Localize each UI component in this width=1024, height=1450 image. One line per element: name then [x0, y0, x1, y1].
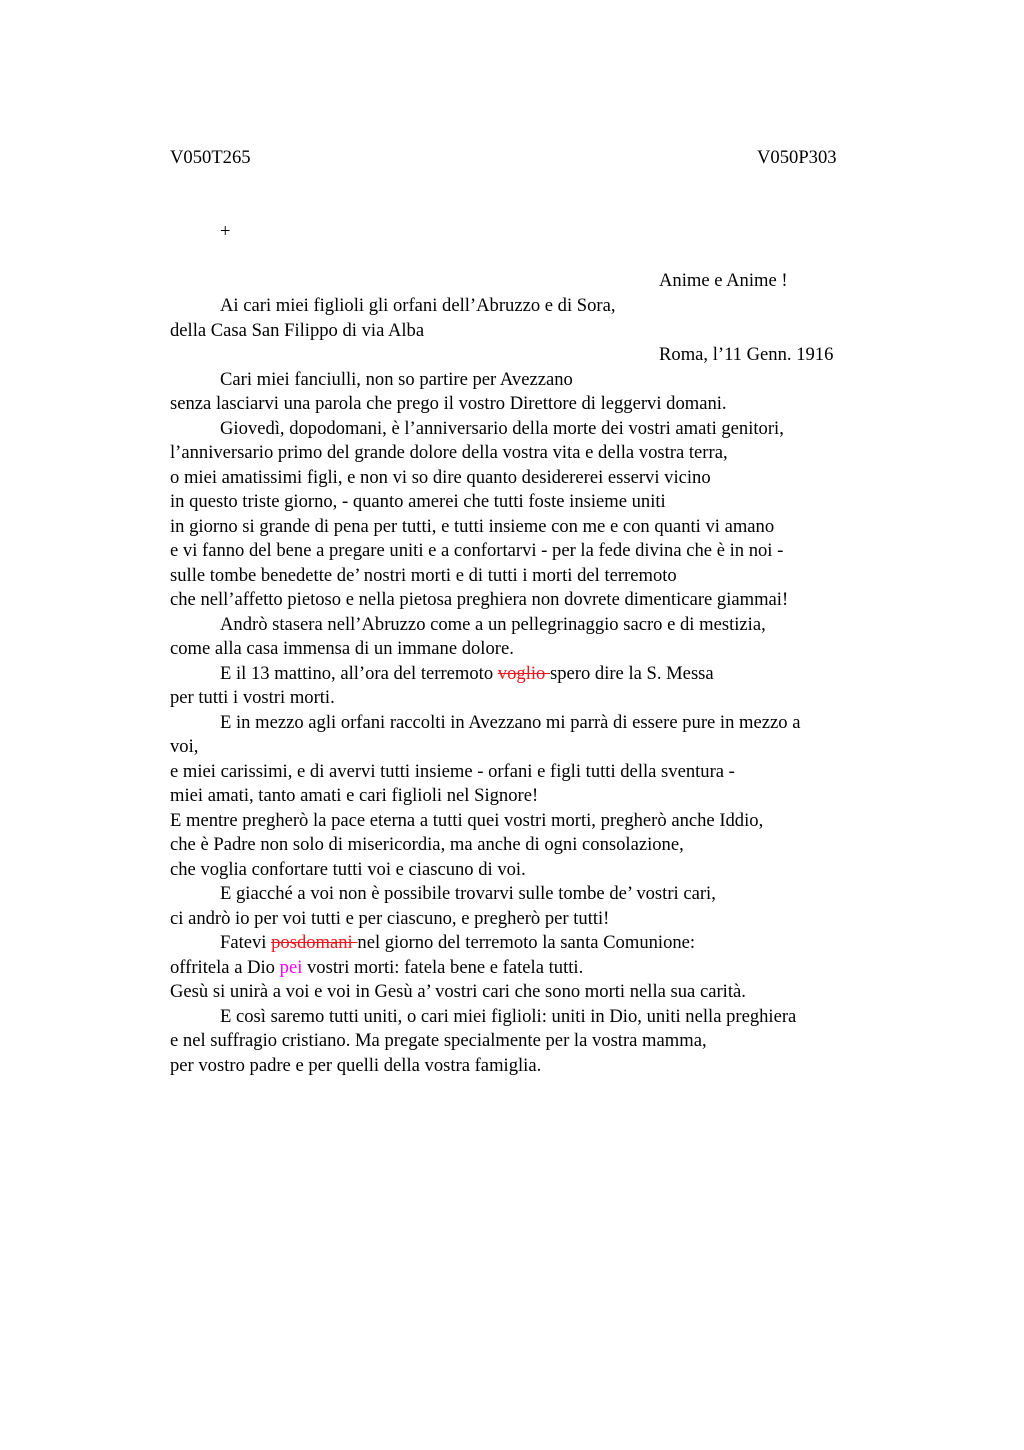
- deleted-word: posdomani: [271, 932, 358, 953]
- reference-code-right: V050P303: [757, 147, 837, 168]
- text-line: Giovedì, dopodomani, è l’anniversario della morte dei vostri amati genitori,: [220, 417, 784, 439]
- text-line: e nel suffragio cristiano. Ma pregate specialmente per la vostra mamma,: [170, 1030, 707, 1051]
- text-line: in questo triste giorno, - quanto amerei che tutti foste insieme uniti: [170, 491, 666, 512]
- text-line: che nell’affetto pietoso e nella pietosa preghiera non dovrete dimenticare giammai!: [170, 589, 789, 610]
- text-line: senza lasciarvi una parola che prego il vostro Direttore di leggervi domani.: [170, 393, 727, 414]
- text-line: voi,: [170, 736, 199, 757]
- text-segment: offritela a Dio: [170, 956, 280, 978]
- text-line: come alla casa immensa di un immane dolore.: [170, 638, 514, 659]
- text-line: Andrò stasera nell’Abruzzo come a un pellegrinaggio sacro e di mestizia,: [220, 613, 766, 635]
- text-line: per tutti i vostri morti.: [170, 687, 335, 708]
- text-line: che è Padre non solo di misericordia, ma anche di ogni consolazione,: [170, 834, 684, 855]
- address-line: Ai cari miei figlioli gli orfani dell’Abruzzo e di Sora,: [220, 295, 616, 316]
- text-line: e miei carissimi, e di avervi tutti insieme - orfani e figli tutti della sventura -: [170, 760, 735, 782]
- text-line: E in mezzo agli orfani raccolti in Avezzano mi parrà di essere pure in mezzo a: [220, 711, 801, 733]
- text-line: per vostro padre e per quelli della vostra famiglia.: [170, 1054, 542, 1076]
- cross-mark: +: [220, 221, 231, 242]
- text-segment: spero dire la S. Messa: [549, 662, 714, 684]
- text-segment: Fatevi: [220, 932, 272, 953]
- blank-line: [170, 343, 890, 368]
- text-line: miei amati, tanto amati e cari figlioli nel Signore!: [170, 785, 539, 806]
- text-segment: E il 13 mattino, all’ora del terremoto: [220, 662, 498, 684]
- text-segment: vostri morti: fatela bene e fatela tutti.: [302, 956, 584, 978]
- deleted-word: voglio: [497, 662, 550, 684]
- text-line: o miei amatissimi figli, e non vi so dire quanto desidererei esservi vicino: [170, 466, 711, 488]
- text-line: [170, 931, 890, 956]
- text-line: E giacché a voi non è possibile trovarvi sulle tombe de’ vostri cari,: [220, 883, 716, 904]
- text-line: Cari miei fanciulli, non so partire per Avezzano: [220, 368, 573, 390]
- text-line: l’anniversario primo del grande dolore della vostra vita e della vostra terra,: [170, 442, 728, 463]
- text-line: che voglia confortare tutti voi e ciascuno di voi.: [170, 858, 526, 880]
- text-line: sulle tombe benedette de’ nostri morti e di tutti i morti del terremoto: [170, 564, 677, 586]
- inserted-word: pei: [279, 956, 303, 978]
- reference-code-left: V050T265: [170, 147, 251, 168]
- address-line: della Casa San Filippo di via Alba: [170, 319, 425, 341]
- letter-body: [170, 294, 890, 1078]
- text-line: in giorno si grande di pena per tutti, e tutti insieme con me e con quanti vi amano: [170, 515, 775, 537]
- text-line: Gesù si unirà a voi e voi in Gesù a’ vostri cari che sono morti nella sua carità.: [170, 981, 746, 1002]
- text-line: [170, 956, 890, 981]
- text-line: [170, 662, 890, 687]
- text-line: e vi fanno del bene a pregare uniti e a confortarvi - per la fede divina che è in noi -: [170, 540, 784, 561]
- text-line: E così saremo tutti uniti, o cari miei figlioli: uniti in Dio, uniti nella preghiera: [220, 1005, 797, 1027]
- text-line: E mentre pregherò la pace eterna a tutti quei vostri morti, pregherò anche Iddio,: [170, 809, 764, 831]
- heading-date: Roma, l’11 Genn. 1916: [659, 343, 834, 365]
- text-line: ci andrò io per voi tutti e per ciascuno, e pregherò per tutti!: [170, 907, 610, 929]
- text-segment: nel giorno del terremoto la santa Comunione:: [357, 932, 696, 953]
- heading-title: Anime e Anime !: [659, 270, 788, 291]
